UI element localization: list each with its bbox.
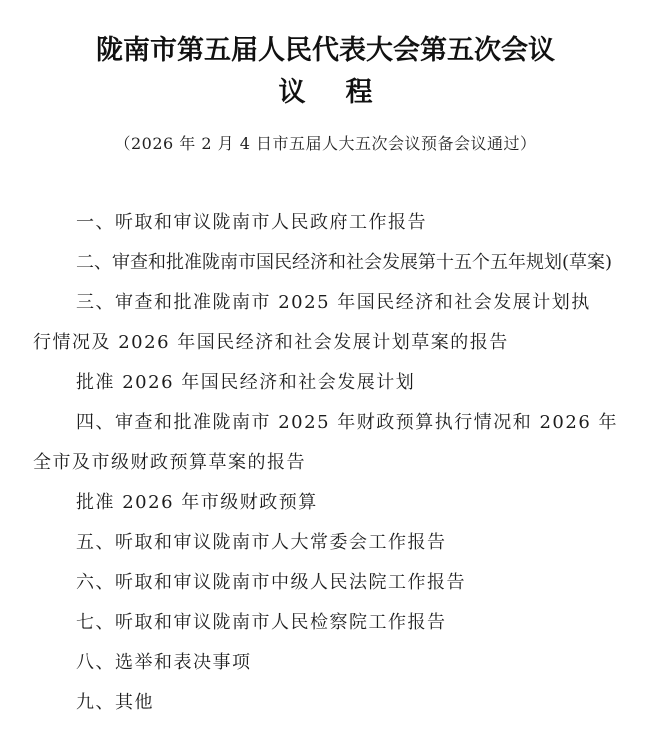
agenda-item-4: 四、审查和批准陇南市 2025 年财政预算执行情况和 2026 年 [76, 412, 619, 433]
agenda-item-9: 九、其他 [76, 692, 154, 713]
subtitle-char-1: 议 [278, 77, 306, 108]
agenda-item-6: 六、听取和审议陇南市中级人民法院工作报告 [76, 572, 466, 593]
document-title: 陇南市第五届人民代表大会第五次会议 [96, 35, 555, 66]
agenda-item-4-sub: 批准 2026 年市级财政预算 [76, 492, 318, 513]
agenda-item-3-sub: 批准 2026 年国民经济和社会发展计划 [76, 372, 416, 393]
agenda-item-2: 二、审查和批准陇南市国民经济和社会发展第十五个五年规划(草案) [76, 252, 613, 273]
agenda-item-1: 一、听取和审议陇南市人民政府工作报告 [76, 212, 427, 233]
subtitle-char-2: 程 [345, 77, 373, 108]
agenda-item-8: 八、选举和表决事项 [76, 652, 252, 673]
agenda-item-7: 七、听取和审议陇南市人民检察院工作报告 [76, 612, 447, 633]
agenda-item-5: 五、听取和审议陇南市人大常委会工作报告 [76, 532, 447, 553]
agenda-item-3: 三、审查和批准陇南市 2025 年国民经济和社会发展计划执 [76, 292, 591, 313]
approval-note: （2026 年 2 月 4 日市五届人大五次会议预备会议通过） [114, 134, 537, 153]
document-subtitle [0, 70, 651, 109]
agenda-item-4-continuation: 全市及市级财政预算草案的报告 [33, 452, 306, 473]
agenda-item-3-continuation: 行情况及 2026 年国民经济和社会发展计划草案的报告 [33, 332, 509, 353]
